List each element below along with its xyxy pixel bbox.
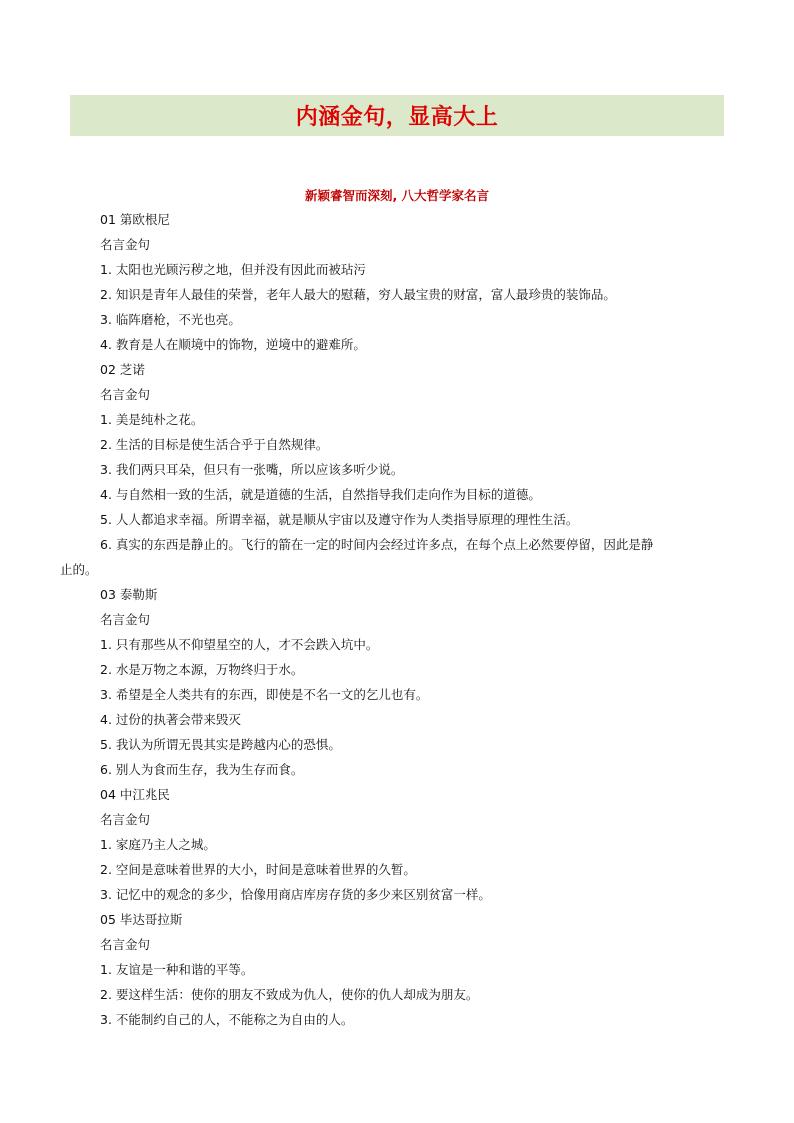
quote-line: 2. 水是万物之本源，万物终归于水。 — [100, 662, 304, 677]
quote-line: 3. 希望是全人类共有的东西，即使是不名一文的乞儿也有。 — [100, 687, 429, 702]
quote-line: 3. 不能制约自己的人，不能称之为自由的人。 — [100, 1012, 354, 1027]
quote-line: 4. 与自然相一致的生活，就是道德的生活，自然指导我们走向作为目标的道德。 — [100, 487, 541, 502]
quote-line: 2. 要这样生活：使你的朋友不致成为仇人，使你的仇人却成为朋友。 — [100, 987, 479, 1002]
quote-line: 2. 空间是意味着世界的大小，时间是意味着世界的久暂。 — [100, 862, 416, 877]
quote-line: 4. 教育是人在顺境中的饰物，逆境中的避难所。 — [100, 337, 366, 352]
quote-line: 1. 友谊是一种和谐的平等。 — [100, 962, 254, 977]
quote-line: 2. 知识是青年人最佳的荣誉，老年人最大的慰藉，穷人最宝贵的财富，富人最珍贵的装饰品。 — [100, 287, 616, 302]
section-label: 名言金句 — [100, 387, 151, 402]
philosopher-heading: 02 芝诺 — [100, 362, 145, 377]
quote-line: 6. 别人为食而生存，我为生存而食。 — [100, 762, 304, 777]
quote-line: 5. 人人都追求幸福。所谓幸福，就是顺从宇宙以及遵守作为人类指导原理的理性生活。 — [100, 512, 579, 527]
quote-line: 3. 记忆中的观念的多少，恰像用商店库房存货的多少来区别贫富一样。 — [100, 887, 491, 902]
quote-line: 2. 生活的目标是使生活合乎于自然规律。 — [100, 437, 329, 452]
section-label: 名言金句 — [100, 612, 151, 627]
philosopher-heading: 04 中江兆民 — [100, 787, 170, 802]
title-banner — [70, 95, 724, 136]
section-label: 名言金句 — [100, 812, 151, 827]
quote-line-continuation: 止的。 — [60, 562, 98, 577]
page-title: 内涵金句，显高大上 — [295, 105, 499, 130]
section-label: 名言金句 — [100, 237, 151, 252]
philosopher-heading: 05 毕达哥拉斯 — [100, 912, 183, 927]
section-label: 名言金句 — [100, 937, 151, 952]
quote-line: 3. 我们两只耳朵，但只有一张嘴，所以应该多听少说。 — [100, 462, 404, 477]
philosopher-heading: 03 泰勒斯 — [100, 587, 158, 602]
philosopher-heading: 01 第欧根尼 — [100, 212, 170, 227]
quote-line: 1. 太阳也光顾污秽之地，但并没有因此而被玷污 — [100, 262, 366, 277]
quote-line: 6. 真实的东西是静止的。飞行的箭在一定的时间内会经过许多点，在每个点上必然要停留，因此是静 — [100, 537, 654, 552]
subtitle: 新颖睿智而深刻, 八大哲学家名言 — [304, 188, 490, 203]
quote-line: 3. 临阵磨枪，不光也亮。 — [100, 312, 241, 327]
quote-line: 5. 我认为所谓无畏其实是跨越内心的恐惧。 — [100, 737, 341, 752]
quote-list — [60, 207, 730, 1032]
quote-line: 1. 只有那些从不仰望星空的人，才不会跌入坑中。 — [100, 637, 379, 652]
quote-line: 4. 过份的执著会带来毁灭 — [100, 712, 241, 727]
quote-line: 1. 美是纯朴之花。 — [100, 412, 204, 427]
quote-line: 1. 家庭乃主人之城。 — [100, 837, 216, 852]
